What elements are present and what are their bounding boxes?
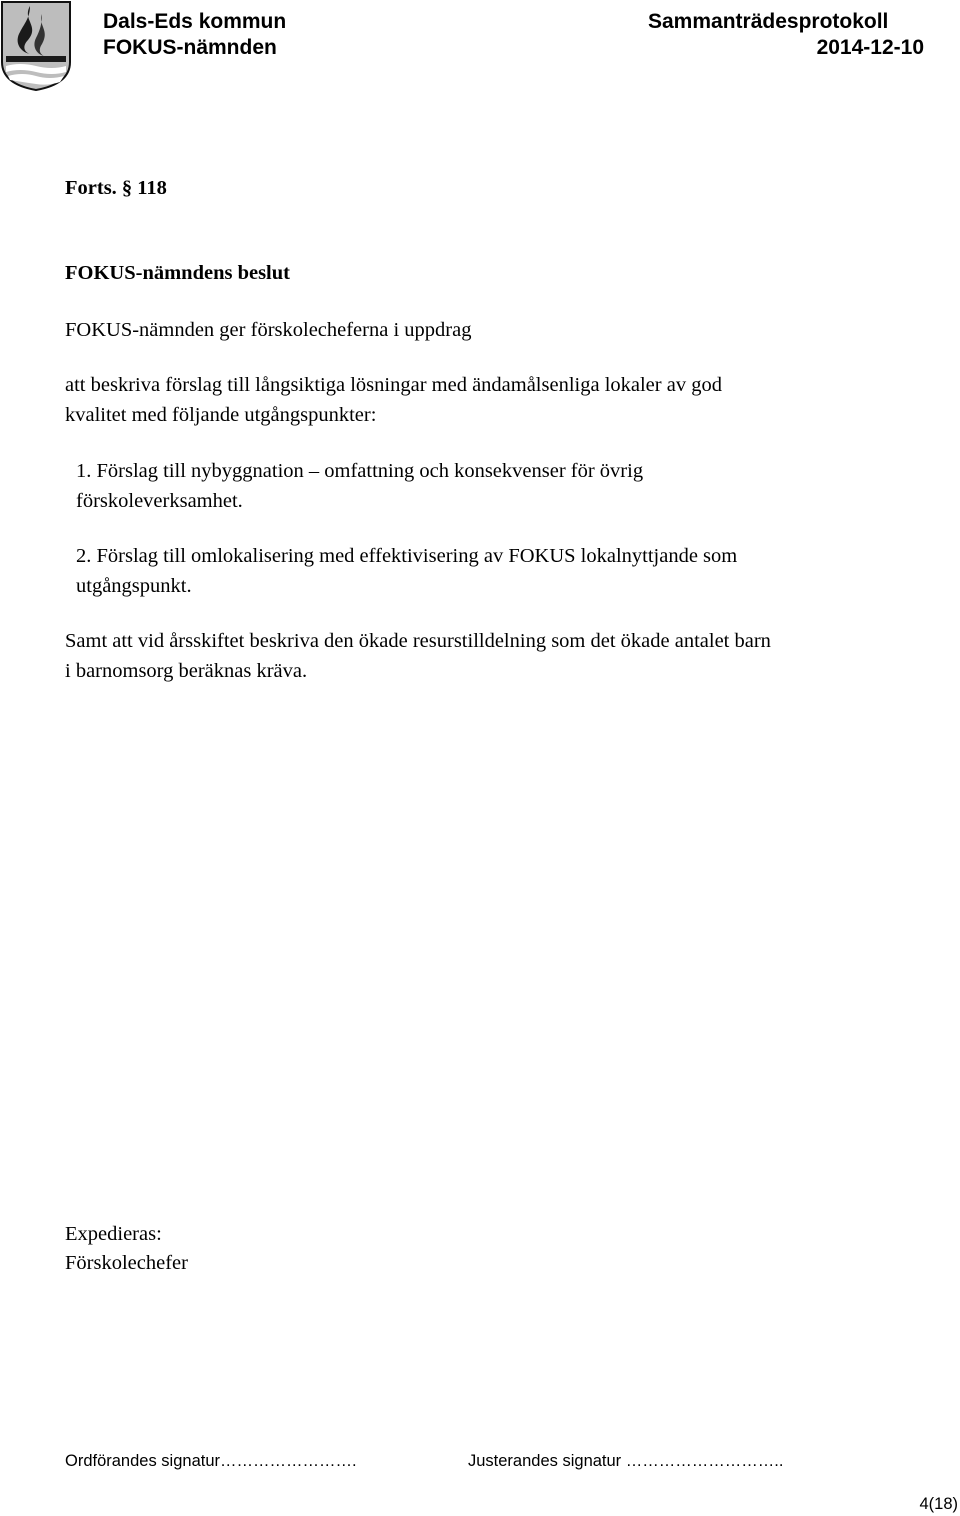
committee-name: FOKUS-nämnden	[103, 36, 277, 59]
adjuster-signature-line: Justerandes signatur ………………………..	[468, 1452, 784, 1470]
list-item-2-line-2: utgångspunkt.	[76, 575, 192, 597]
list-item-2-line-1: 2. Förslag till omlokalisering med effektivisering av FOKUS lokalnyttjande som	[76, 545, 738, 567]
municipal-coat-of-arms-icon	[0, 0, 72, 92]
header-right	[648, 9, 924, 61]
closing-line-1: Samt att vid årsskiftet beskriva den ökade resurstilldelning som det ökade antalet barn	[65, 630, 771, 652]
closing-line-2: i barnomsorg beräknas kräva.	[65, 660, 308, 682]
distribution-recipient: Förskolechefer	[65, 1252, 188, 1274]
page-number: 4(18)	[919, 1495, 958, 1513]
header-left	[103, 9, 286, 61]
distribution-label: Expedieras:	[65, 1223, 162, 1245]
decision-heading: FOKUS-nämndens beslut	[65, 262, 290, 284]
meeting-date: 2014-12-10	[816, 36, 924, 59]
document-type: Sammanträdesprotokoll	[648, 10, 889, 33]
chair-signature-line: Ordförandes signatur…………………….	[65, 1452, 357, 1470]
list-item-1-line-2: förskoleverksamhet.	[76, 490, 243, 512]
list-item-1-line-1: 1. Förslag till nybyggnation – omfattning och konsekvenser för övrig	[76, 460, 644, 482]
task-line-1: att beskriva förslag till långsiktiga lösningar med ändamålsenliga lokaler av god	[65, 374, 722, 396]
section-continuation: Forts. § 118	[65, 177, 167, 199]
municipality-name: Dals-Eds kommun	[103, 10, 287, 33]
task-line-2: kvalitet med följande utgångspunkter:	[65, 404, 377, 426]
decision-intro: FOKUS-nämnden ger förskolecheferna i uppdrag	[65, 319, 472, 341]
